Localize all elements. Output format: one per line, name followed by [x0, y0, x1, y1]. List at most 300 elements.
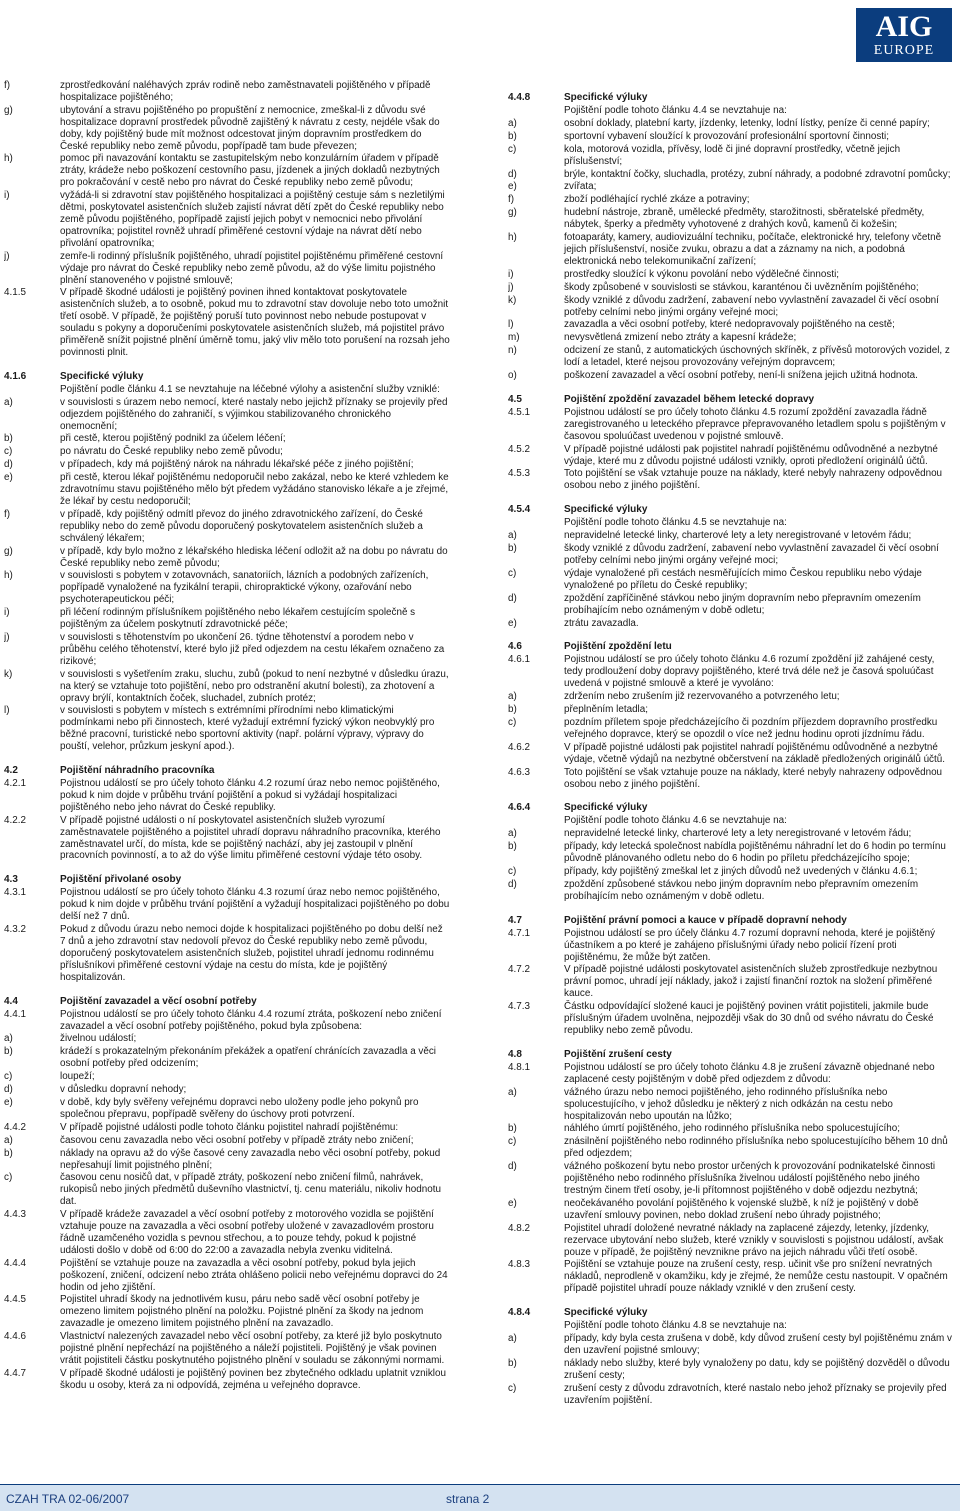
clause-label: g) [4, 545, 13, 557]
clause-label: 4.7 [508, 914, 522, 926]
clause-label: a) [4, 1134, 13, 1146]
clause-text: zpoždění způsobené stávkou nebo jiným dopravním nebo přepravním omezením probíhajícím nebo oznámeným v době odletu. [564, 878, 919, 902]
clause-item [508, 269, 954, 281]
clause-label: i) [508, 268, 514, 280]
clause-text: Pojištění podle tohoto článku 4.8 se nevztahuje na: [564, 1320, 787, 1332]
clause-label: 4.8 [508, 1048, 522, 1060]
clause-item [4, 1258, 450, 1294]
right-column [508, 80, 954, 1475]
clause-item [508, 232, 954, 268]
clause-item [508, 717, 954, 741]
clause-label: g) [4, 104, 13, 116]
clause-item [4, 607, 450, 631]
clause-item [508, 530, 954, 542]
clause-label: g) [508, 207, 517, 219]
clause-item [508, 767, 954, 791]
clause-item [508, 1161, 954, 1197]
clause-text: krádeží s prokazatelným překonáním překážek a opatření chránících zavazadla a věci osobní potřeby před odcizením; [60, 1046, 436, 1070]
clause-text: Pojištění podle tohoto článku 4.5 se nevztahuje na: [564, 517, 787, 529]
clause-text: zpoždění zapříčiněné stávkou nebo jiným dopravním nebo přepravním omezením probíhajícím nebo oznámeným v době odletu; [564, 592, 921, 616]
clause-label: d) [4, 1084, 13, 1096]
clause-item [508, 691, 954, 703]
clause-text: Pojistnou událostí se pro účely tohoto článku 4.4 rozumí ztráta, poškození nebo zničení zavazadel a věcí osobní potřeby pojištěného, pokud byla způsobena: [60, 1008, 442, 1032]
section-heading [508, 1307, 954, 1319]
clause-text: po návratu do České republiky nebo země původu; [60, 446, 283, 458]
clause-item [508, 207, 954, 231]
clause-label: 4.4.3 [4, 1209, 26, 1221]
clause-label: e) [4, 1096, 13, 1108]
clause-item [4, 1135, 450, 1147]
clause-text: Toto pojištění se však vztahuje pouze na náklady, které nebyly nahrazeny odpovědnou osobou nebo z jiného pojištění. [564, 766, 943, 790]
clause-text: poškození zavazadel a věcí osobní potřeby, není-li snížena jejich užitná hodnota. [564, 370, 918, 382]
clause-label: 4.6.4 [508, 802, 531, 814]
clause-text: při cestě, kterou pojištěný podnikl za účelem léčení; [60, 433, 286, 445]
clause-text: sportovní vybavení sloužící k provozování profesionální sportovní činnosti; [564, 130, 889, 142]
clause-item [4, 1033, 450, 1045]
clause-label: b) [508, 704, 517, 716]
clause-text: pozdním příletem spoje předcházejícího či pozdním příjezdem dopravního prostředku veřejného dopravce, který se opozdil o více než jednu hodinu oproti jízdnímu řádu. [564, 716, 938, 740]
clause-text: náklady na opravu až do výše časové ceny zavazadla nebo věci osobní potřeby, pokud nepřesahují limit pojistného plnění; [60, 1147, 441, 1171]
clause-label: d) [508, 878, 517, 890]
clause-item [4, 105, 450, 153]
clause-label: a) [4, 1033, 13, 1045]
clause-label: i) [4, 607, 10, 619]
clause-text: neočekávaného povolání pojištěného k vojenské službě, k níž je pojištěný v době uzavření smlouvy povinen, nebo doklad zrušení nebo úhrady pojistného; [564, 1197, 919, 1221]
clause-label: f) [4, 80, 11, 91]
clause-text: brýle, kontaktní čočky, sluchadla, protézy, zubní náhrady, a podobné zdravotní pomůcky; [564, 168, 951, 180]
clause-label: a) [508, 1086, 517, 1098]
clause-label: k) [508, 294, 517, 306]
clause-text: Pojištění zpoždění zavazadel během letecké dopravy [564, 393, 815, 405]
clause-item [508, 295, 954, 319]
clause-text: Specifické výluky [564, 504, 648, 516]
clause-text: v případě, kdy pojištěný odmítl převoz do jiného zdravotnického zařízení, do České republiky nebo do země původu doporučený poskytovatelem asistenčních služeb a schválený lékařem; [60, 508, 423, 544]
clause-label: 4.1.5 [4, 287, 26, 299]
clause-label: 4.8.4 [508, 1307, 531, 1319]
document-code: CZAH TRA 02-06/2007 [6, 1492, 130, 1506]
clause-text: v souvislosti s těhotenstvím po ukončení 26. týdne těhotenství a porodem nebo v průběhu celého těhotenství, které bylo již před odjezdem na cestu lékařem označeno za rizikové; [60, 631, 445, 667]
clause-text: vyžádá-li si zdravotní stav pojištěného hospitalizaci a pojištěný cestuje sám s nezletilými dětmi, poskytovatel asistenčních služeb zajistí návrat dětí zpět do České republiky nebo země původu pojištěného, popřípadě zajistí jejich pobyt v nemocnici nebo přivolání opatrovníka; pojistitel rovněž uhradí přiměřené cestovní výdaje na návrat dětí nebo přivolání opatrovníka; [60, 190, 445, 249]
clause-label: h) [4, 153, 13, 165]
clause-item [508, 370, 954, 382]
clause-text: Pojistitel uhradí doložené nevratné náklady na zaplacené zájezdy, letenky, jízdenky, rezervace ubytování nebo služeb, které vznikly v souvislosti s pojistnou událostí, avšak pouze v případě, že pojištěný nevznikne právo na jejich náhradu vůči třetí osobě. [564, 1222, 944, 1258]
clause-label: 4.1.6 [4, 370, 27, 382]
clause-item [508, 568, 954, 592]
clause-label: d) [508, 168, 517, 180]
clause-text: v souvislosti s úrazem nebo nemocí, které nastaly nebo jejichž příznaky se projevily před odjezdem pojištěného do zahraničí, s výjimkou stabilizovaného chronického onemocnění; [60, 396, 448, 432]
clause-text: živelnou událostí; [60, 1033, 137, 1045]
clause-item [508, 1383, 954, 1407]
clause-text: Pojistitel uhradí škody na jednotlivém kusu, páru nebo sadě věcí osobní potřeby je omezeno limitem pojistného plnění na položku. Pojistné plnění za škody na jednom zavazadle je omezeno limitem pojistného plnění na zavazadlo. [60, 1294, 424, 1330]
clause-item [4, 705, 450, 753]
clause-label: e) [508, 617, 517, 629]
section-heading [508, 92, 954, 104]
clause-label: h) [508, 232, 517, 244]
clause-item [508, 1087, 954, 1123]
clause-label: 4.8.2 [508, 1222, 530, 1234]
clause-label: 4.4.7 [4, 1367, 26, 1379]
clause-text: časovou cenu zavazadla nebo věci osobní potřeby v případě ztráty nebo zničení; [60, 1134, 414, 1146]
clause-text: časovou cenu nosičů dat, v případě ztráty, poškození nebo zničení filmů, nahrávek, rukopisů nebo jiných předmětů duševního vlastnictví, tj. cenu materiálu, nikoliv hodnotu dat. [60, 1172, 441, 1208]
clause-item [508, 319, 954, 331]
clause-label: 4.4.1 [4, 1008, 26, 1020]
clause-label: c) [508, 143, 517, 155]
clause-item [4, 287, 450, 358]
clause-label: b) [4, 1147, 13, 1159]
clause-item [4, 384, 450, 396]
clause-item [508, 964, 954, 1000]
clause-text: Specifické výluky [564, 1307, 648, 1319]
clause-item [4, 190, 450, 250]
clause-label: c) [508, 1382, 517, 1394]
clause-label: 4.7.3 [508, 1001, 530, 1013]
clause-label: 4.2.1 [4, 778, 26, 790]
clause-label: o) [508, 370, 517, 382]
clause-item [508, 407, 954, 443]
clause-item [4, 1368, 450, 1392]
clause-item [508, 118, 954, 130]
clause-text: při léčení rodinným příslušníkem pojištěného nebo lékařem cestujícím společně s pojištěným za účelem poskytnutí zdravotnické péče; [60, 607, 416, 631]
clause-label: a) [508, 691, 517, 703]
clause-item [4, 433, 450, 445]
clause-item [508, 704, 954, 716]
clause-label: 4.4.6 [4, 1331, 26, 1343]
clause-item [508, 654, 954, 690]
clause-item [508, 444, 954, 468]
clause-text: odcizení ze stanů, z automatických úschovných skříněk, z přívěsů motorových vozidel, z lodí a letadel, které nejsou provozovány veřejným dopravcem; [564, 345, 950, 369]
clause-item [508, 543, 954, 567]
clause-text: V případě pojistné události podle tohoto článku pojistitel nahradí pojištěnému: [60, 1121, 399, 1133]
clause-text: V případě pojistné události pak pojistitel nahradí pojištěnému odůvodněné a nezbytné výdaje, které mu z důvodu pojistné události vznikly, oproti předložení originálů účtů. [564, 443, 938, 467]
clause-text: kola, motorová vozidla, přívěsy, lodě či jiné dopravní prostředky, včetně jejich příslušenství; [564, 143, 901, 167]
clause-item [508, 1358, 954, 1382]
clause-item [508, 828, 954, 840]
clause-item [4, 546, 450, 570]
clause-label: 4.8.1 [508, 1061, 530, 1073]
clause-label: b) [508, 1123, 517, 1135]
section-heading [508, 394, 954, 406]
section-heading [508, 504, 954, 516]
clause-item [4, 1084, 450, 1096]
clause-label: c) [508, 866, 517, 878]
clause-item [508, 169, 954, 181]
clause-text: škody vzniklé z důvodu zadržení, zabavení nebo vyvlastnění zavazadel či věcí osobní potřeby celními nebo jinými orgány veřejné moci; [564, 294, 939, 318]
clause-item [508, 928, 954, 964]
clause-item [508, 841, 954, 865]
clause-label: 4.4.4 [4, 1257, 26, 1269]
clause-text: případy, kdy pojištěný zmeškal let z jiných důvodů než uvedených v článku 4.6.1; [564, 866, 918, 878]
clause-text: ubytování a stravu pojištěného po propuštění z nemocnice, zmeškal-li z důvodu své hospitalizace dopravní prostředek původně zajištěný k návratu z cesty, nejdéle však do doby, kdy pojištěný bude mít možnost odcestovat jiným dopravním prostředkem do České republiky nebo země původu, popřípadě tam bude převezen; [60, 104, 440, 152]
clause-item [508, 517, 954, 529]
clause-label: b) [508, 1357, 517, 1369]
clause-item [508, 1259, 954, 1295]
clause-label: 4.5.3 [508, 468, 530, 480]
clause-text: v souvislosti s pobytem v zotavovnách, sanatoriích, lázních a podobných zařízeních, popřípadě vynaložené na fyzikální terapii, chiropraktické výkony, ozařování nebo psychoterapeutickou péči; [60, 570, 429, 606]
clause-item [4, 472, 450, 508]
clause-text: v souvislosti s pobytem v místech s extrémními přírodními nebo klimatickými podmínkami nebo při činnostech, které vyžadují extrémní fyzický výkon neobvyklý pro běžné pracovní, turistické nebo sportovní aktivity (např. polární výpravy, výpravy do pouští, velehor, průzkum jeskyní apod.). [60, 705, 435, 753]
clause-text: přeplněním letadla; [564, 704, 648, 716]
clause-label: 4.4.2 [4, 1121, 26, 1133]
clause-item [508, 1123, 954, 1135]
clause-text: škody způsobené v souvislosti se stávkou, karanténou či uvězněním pojištěného; [564, 281, 919, 293]
clause-text: Pojištění podle tohoto článku 4.6 se nevztahuje na: [564, 815, 787, 827]
clause-text: v souvislosti s vyšetřením zraku, sluchu, zubů (pokud to není nezbytné v důsledku úrazu, na který se vztahuje toto pojištění, nebo pro odstranění akutní bolesti), za zhotovení a opravy brýlí, kontaktních čoček, sluchadel, zubních protéz; [60, 668, 449, 704]
clause-label: d) [508, 1161, 517, 1173]
clause-label: j) [508, 281, 514, 293]
clause-label: h) [4, 570, 13, 582]
clause-label: d) [4, 459, 13, 471]
clause-label: c) [508, 567, 517, 579]
clause-text: V případě pojistné události poskytovatel asistenčních služeb zprostředkuje nezbytnou právní pomoc, uhradí její náklady, jakož i zajistí finanční roztok na složení přiměřené kauce. [564, 964, 938, 1000]
clause-label: c) [4, 446, 13, 458]
clause-text: Pojistnou událostí se pro účely článku 4.7 rozumí dopravní nehoda, které je pojištěný účastníkem a po které je zahájeno příslušnými úřady nebo policií řízení proti pojištěnému, že může být zatčen. [564, 927, 936, 963]
clause-text: zavazadla a věci osobní potřeby, které nedopravovaly pojištěného na cestě; [564, 319, 895, 331]
clause-item [4, 397, 450, 433]
clause-text: náklady nebo služby, které byly vynaloženy po datu, kdy se pojištěný dozvěděl o důvodu zrušení cesty; [564, 1357, 950, 1381]
clause-label: a) [508, 530, 517, 542]
clause-label: 4.4.5 [4, 1294, 26, 1306]
clause-item [508, 181, 954, 193]
clause-item [4, 509, 450, 545]
clause-label: 4.3.2 [4, 924, 26, 936]
clause-label: l) [508, 319, 514, 331]
clause-text: vážného úrazu nebo nemoci pojištěného, jeho rodinného příslušníka nebo spolucestujícího, v jehož důsledku je některý z nich odkázán na cestu nebo hospitalizován nebo upoután na lůžko; [564, 1086, 893, 1122]
clause-item [508, 144, 954, 168]
clause-text: V případě škodné události je pojištěný povinen ihned kontaktovat poskytovatele asistenčních služeb, a to osobně, pokud mu to zdravotní stav dovoluje nebo toto umožnit třetí osobě. V případě, že pojištěný poruší tuto povinnost nebo nebude postupovat v souladu s pokyny a doporučeními poskytovatele asistenčních služeb, má pojistitel právo přiměřeně snížit pojistné plnění úměrně tomu, jaký vliv mělo toto porušení na rozsah jeho povinnosti plnit. [60, 287, 450, 358]
clause-text: vážného poškození bytu nebo prostor určených k provozování podnikatelské činnosti pojištěného nebo rodinného příslušníka živelnou událostí pojištěného nebo jiného trestným činem třetí osoby, je-li přítomnost pojištěného v době odjezdu nezbytná; [564, 1161, 936, 1196]
clause-text: Specifické výluky [564, 92, 648, 103]
clause-label: b) [508, 841, 517, 853]
clause-text: Pojištění podle článku 4.1 se nevztahuje na léčebné výlohy a asistenční služby vzniklé: [60, 383, 440, 395]
clause-text: Pojištění náhradního pracovníka [60, 765, 215, 777]
clause-item [4, 1097, 450, 1121]
clause-item [4, 778, 450, 814]
clause-text: ztrátu zavazadla. [564, 617, 639, 629]
clause-item [4, 1209, 450, 1257]
clause-label: 4.3.1 [4, 887, 26, 899]
clause-text: osobní doklady, platební karty, jízdenky, letenky, lodní lístky, peníze či cenné papíry; [564, 117, 930, 129]
clause-label: 4.2 [4, 765, 18, 777]
clause-label: c) [508, 716, 517, 728]
clause-label: 4.5.1 [508, 406, 530, 418]
clause-text: zemře-li rodinný příslušník pojištěného, uhradí pojistitel pojištěnému přiměřené cestovní výdaje pro návrat do České republiky nebo země původu, až do výše limitu pojistného plnění stanoveného v pojistné smlouvě; [60, 250, 444, 286]
clause-item [508, 282, 954, 294]
clause-item [4, 251, 450, 287]
clause-item [508, 468, 954, 492]
clause-text: Pojistnou událostí se pro účely tohoto článku 4.6 rozumí zpoždění již zahájené cesty, tedy prodloužení doby dopravy pojištěného, které trvá déle než je časová spoluúčast uvedená v pojistné smlouvě a které je vyvoláno: [564, 654, 935, 690]
clause-label: b) [508, 130, 517, 142]
page-number: strana 2 [446, 1492, 490, 1506]
clause-label: 4.7.2 [508, 964, 530, 976]
clause-item [4, 446, 450, 458]
clause-label: l) [4, 705, 10, 717]
clause-text: Pojištění přivolané osoby [60, 874, 182, 886]
clause-label: d) [508, 592, 517, 604]
clause-label: 4.6.1 [508, 654, 530, 666]
clause-label: c) [4, 1172, 13, 1184]
section-heading [4, 765, 450, 777]
clause-item [508, 194, 954, 206]
clause-text: případy, kdy byla cesta zrušena v době, kdy důvod zrušení cesty byl pojištěnému znám v den uzavření pojistné smlouvy; [564, 1333, 952, 1356]
clause-text: v době, kdy byly svěřeny veřejnému dopravci nebo uloženy podle jeho pokynů pro společnou přepravu, popřípadě svěřeny do úschovy proti potvrzení. [60, 1096, 419, 1120]
clause-item [4, 1046, 450, 1070]
clause-item [4, 459, 450, 471]
clause-item [4, 1122, 450, 1134]
section-heading [508, 1049, 954, 1061]
clause-item [4, 570, 450, 606]
clause-item [4, 887, 450, 923]
clause-text: v případě, kdy bylo možno z lékařského hlediska léčení odložit až na dobu po návratu do České republiky nebo země původu; [60, 545, 448, 569]
clause-item [508, 1136, 954, 1160]
left-column [4, 80, 450, 1475]
clause-text: V případě škodné události je pojištěný povinen bez zbytečného odkladu uplatnit vzniklou škodu u osoby, která za ni odpovídá, zejména u veřejného dopravce. [60, 1367, 446, 1391]
clause-text: nepravidelné letecké linky, charterové lety a lety neregistrované v letovém řádu; [564, 530, 912, 542]
clause-text: zprostředkování naléhavých zpráv rodině nebo zaměstnavateli pojištěného v případě hospitalizace pojištěného; [60, 80, 431, 103]
section-heading [4, 371, 450, 383]
clause-item [508, 618, 954, 630]
clause-text: Specifické výluky [60, 370, 144, 382]
clause-label: 4.4.8 [508, 92, 531, 103]
clause-text: V případě pojistné události pak pojistitel nahradí pojištěnému odůvodněné a nezbytné výdaje, včetně výdajů na nezbytné občerstvení na základě předložených originálů účtů. [564, 741, 945, 765]
clause-label: 4.6.2 [508, 741, 530, 753]
clause-label: n) [508, 345, 517, 357]
clause-text: znásilnění pojištěného nebo rodinného příslušníka nebo spolucestujícího během 10 dnů před odjezdem; [564, 1136, 948, 1160]
clause-item [508, 1320, 954, 1332]
clause-text: výdaje vynaložené při cestách nesměřujících mimo Českou republiku nebo výdaje vynaložené po příletu do České republiky; [564, 567, 922, 591]
clause-item [508, 815, 954, 827]
clause-item [4, 1331, 450, 1367]
clause-label: 4.5 [508, 393, 522, 405]
clause-item [508, 1333, 954, 1357]
clause-text: Specifické výluky [564, 802, 648, 814]
clause-text: Pojistnou událostí se pro účely tohoto článku 4.5 rozumí zpoždění zavazadla řádně zaregistrovaného u leteckého přepravce přepravovaného letadlem spolu s pojištěným v časovou spoluúčast uvedenou v pojistné smlouvě. [564, 406, 946, 442]
clause-label: 4.5.2 [508, 443, 530, 455]
clause-label: j) [4, 250, 10, 262]
clause-item [4, 815, 450, 863]
clause-text: Pojistnou událostí se pro účely tohoto článku 4.3 rozumí úraz nebo nemoc pojištěného, pokud k nim dojde v průběhu trvání pojištění a vyžadují hospitalizaci pojištěného po dobu delší než 7 dnů. [60, 887, 450, 923]
clause-label: j) [4, 631, 10, 643]
clause-item [4, 1009, 450, 1033]
clause-label: 4.6 [508, 641, 522, 653]
clause-item [4, 1148, 450, 1172]
clause-item [4, 632, 450, 668]
clause-text: Pojištění zavazadel a věcí osobní potřeby [60, 995, 257, 1007]
clause-label: 4.6.3 [508, 766, 530, 778]
clause-label: b) [4, 1046, 13, 1058]
clause-label: e) [508, 181, 517, 193]
clause-text: v případech, kdy má pojištěný nárok na náhradu lékařské péče z jiného pojištění; [60, 459, 414, 471]
clause-text: Pokud z důvodu úrazu nebo nemoci dojde k hospitalizaci pojištěného po dobu delší než 7 dnů a jeho zdravotní stav nedovolí převoz do České republiky nebo země původu, doporučený poskytovatelem asistenčních služeb, pojistitel uhradí jednomu rodinnému příslušníkovi přiměřené cestovní výdaje na cestu do místa, kde je pojištěný hospitalizován. [60, 924, 443, 983]
clause-text: v důsledku dopravní nehody; [60, 1084, 187, 1096]
clause-item [508, 131, 954, 143]
clause-text: pomoc při navazování kontaktu se zastupitelským nebo konzulárním úřadem v případě ztráty, krádeže nebo poškození cestovního pasu, jízdenek a jiných dokladů nezbytných pro pokračování v cestě nebo pro návrat do České republiky nebo země původu; [60, 153, 440, 189]
clause-label: e) [4, 472, 13, 484]
logo-text: AIG [875, 10, 933, 43]
section-heading [508, 641, 954, 653]
clause-text: Pojistnou událostí se pro účely tohoto článku 4.8 je zrušení závazně objednané nebo zaplacené cesty pojištěným v době před odjezdem z důvodu: [564, 1061, 935, 1085]
clause-item [508, 1001, 954, 1037]
clause-item [4, 924, 450, 984]
clause-item [4, 669, 450, 705]
clause-label: e) [508, 1197, 517, 1209]
clause-text: Pojištění se vztahuje pouze na zavazadla a věci osobní potřeby, pokud byla jejich poškození, zničení, odcizení nebo ztráta ohlášeno policii nebo veřejnému dopravci do 24 hodin od jeho zjištění. [60, 1257, 448, 1293]
clause-text: zdržením nebo zrušením již rezervovaného a potvrzeného letu; [564, 691, 840, 703]
clause-text: V případě krádeže zavazadel a věcí osobní potřeby z motorového vozidla se pojištění vztahuje pouze na zavazadla a věci osobní potřeby uložené v zavazadlovém prostoru řádně uzamčeného vozidla s pevnou střechou, a to pouze tehdy, pokud k pojistné události došlo v době od 6:00 do 22:00 a zavazadla nebyla zvenku viditelná. [60, 1209, 434, 1256]
section-heading [508, 915, 954, 927]
clause-label: a) [4, 396, 13, 408]
clause-item [4, 1172, 450, 1208]
clause-label: f) [508, 194, 515, 206]
clause-text: nepravidelné letecké linky, charterové lety a lety neregistrované v letovém řádu; [564, 828, 912, 840]
clause-text: Vlastnictví nalezených zavazadel nebo věcí osobní potřeby, za které již bylo poskytnuto pojistné plnění nepřechází na pojištěného a náleží pojistiteli. Pojištěný je však povinen vrátit pojistiteli částku poskytnutého pojistného plnění v souladu se zákonnými normami. [60, 1331, 445, 1366]
clause-text: případy, kdy letecká společnost nabídla pojištěnému náhradní let do 6 hodin po termínu původně plánovaného odletu nebo do 6 hodin po příletu předcházejícího spoje; [564, 841, 946, 865]
clause-item [4, 1071, 450, 1083]
clause-text: Pojištění zrušení cesty [564, 1048, 672, 1060]
clause-text: hudební nástroje, zbraně, umělecké předměty, starožitnosti, sběratelské předměty, nábytek, šperky a předměty vyhotovené z drahých kovů, kamenů či kožešin; [564, 207, 925, 231]
clause-item [508, 332, 954, 344]
clause-text: fotoaparáty, kamery, audiovizuální techniku, počítače, elektronické hry, telefony včetně jejich příslušenství, nosiče zvuku, obrazu a dat a záznamy na nich, a podobná elektronická nebo telekomunikační zařízení; [564, 232, 942, 267]
clause-item [508, 1223, 954, 1259]
clause-label: i) [4, 190, 10, 202]
clause-text: Pojištění právní pomoci a kauce v případě dopravní nehody [564, 914, 847, 926]
clause-text: při cestě, kterou lékař pojištěnému nedoporučil nebo zakázal, nebo ke které vzhledem ke zdravotnímu stavu pojištěného mělo být předem vyžádáno stanovisko lékaře a je zřejmé, že lékař by cestu nedoporučil; [60, 472, 449, 507]
clause-item [508, 866, 954, 878]
clause-item [508, 879, 954, 903]
clause-text: nevysvětlená zmizení nebo ztráty a kapesní krádeže; [564, 332, 797, 344]
clause-label: 4.3 [4, 874, 18, 886]
clause-text: zrušení cesty z důvodu zdravotních, které nastalo nebo jehož příznaky se projevily před uzavřením pojištění. [564, 1382, 947, 1406]
clause-item [508, 105, 954, 117]
clause-text: zboží podléhající rychlé zkáze a potraviny; [564, 194, 750, 206]
clause-text: loupeží; [60, 1071, 95, 1083]
aig-europe-logo [856, 8, 952, 62]
logo-subtext: EUROPE [873, 43, 935, 58]
clause-label: a) [508, 1333, 517, 1345]
clause-label: f) [4, 508, 11, 520]
clause-item [4, 1294, 450, 1330]
clause-text: Pojištění se vztahuje pouze na zrušení cesty, resp. učinit vše pro snížení nevratných nákladů, neprodleně v okamžiku, kdy je zřejmé, že nemůže cestu nastoupit. V opačném případě pojistitel uhradí pouze náklady vzniklé v den zrušení cesty. [564, 1259, 948, 1295]
clause-text: Pojištění podle tohoto článku 4.4 se nevztahuje na: [564, 105, 787, 116]
clause-label: c) [508, 1136, 517, 1148]
section-heading [4, 874, 450, 886]
clause-item [508, 593, 954, 617]
clause-item [4, 153, 450, 189]
clause-text: škody vzniklé z důvodu zadržení, zabavení nebo vyvlastnění zavazadel či věcí osobní potřeby celními nebo jinými orgány veřejné moci; [564, 543, 939, 566]
clause-label: 4.5.4 [508, 504, 531, 516]
clause-label: 4.8.3 [508, 1259, 530, 1271]
clause-text: náhlého úmrtí pojištěného, jeho rodinného příslušníka nebo spolucestujícího; [564, 1123, 900, 1135]
clause-text: Pojištění zpoždění letu [564, 641, 672, 653]
clause-label: 4.4 [4, 995, 18, 1007]
section-heading [4, 996, 450, 1008]
clause-label: b) [4, 433, 13, 445]
clause-text: zvířata; [564, 181, 597, 193]
clause-item [4, 80, 450, 104]
footer [0, 1485, 960, 1511]
clause-text: prostředky sloužící k výkonu povolání nebo výdělečné činnosti; [564, 268, 840, 280]
clause-text: Toto pojištění se však vztahuje pouze na náklady, které nebyly nahrazeny odpovědnou osobou nebo z jiného pojištění. [564, 468, 943, 492]
clause-label: k) [4, 668, 13, 680]
clause-item [508, 345, 954, 369]
clause-label: a) [508, 828, 517, 840]
clause-label: b) [508, 543, 517, 555]
clause-text: Částku odpovídající složené kauci je pojištěný povinen vrátit pojistiteli, jakmile bude příslušným úřadem uvolněna, nejpozději však do 30 dnů od svého návratu do České republiky nebo země původu. [564, 1001, 934, 1036]
clause-item [508, 1062, 954, 1086]
clause-item [508, 1198, 954, 1222]
clause-item [508, 742, 954, 766]
clause-text: Pojistnou událostí se pro účely tohoto článku 4.2 rozumí úraz nebo nemoc pojištěného, pokud k nim dojde v průběhu trvání pojištění a pokud si vyžádají hospitalizaci pojištěného nebo jeho návrat do České republiky. [60, 778, 440, 813]
clause-label: c) [4, 1071, 13, 1083]
